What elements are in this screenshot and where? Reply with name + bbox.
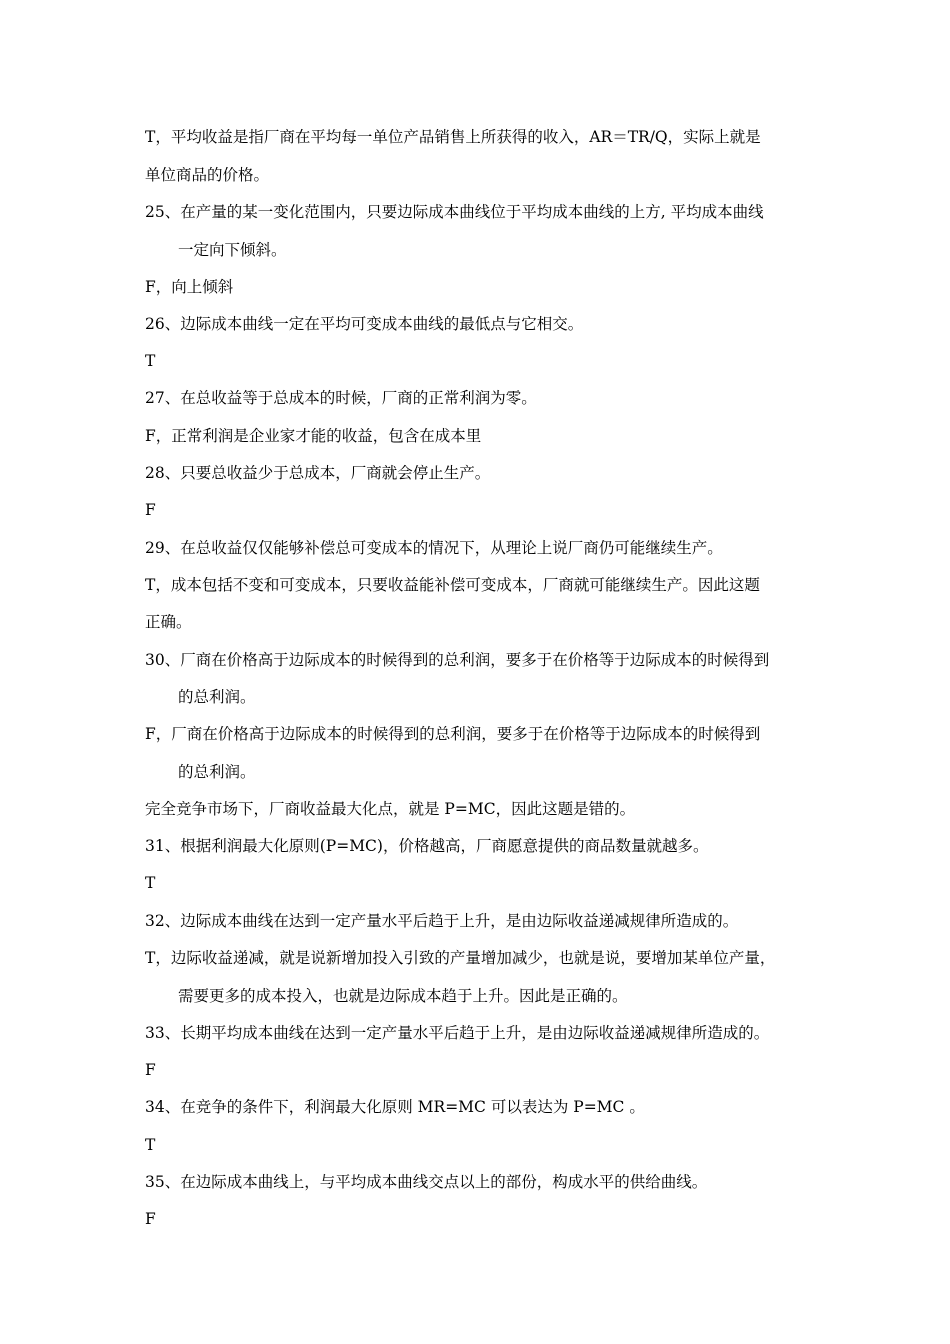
answer-26: T bbox=[145, 352, 156, 370]
answer-29-line-1: T，成本包括不变和可变成本，只要收益能补偿可变成本，厂商就可能继续生产。因此这题 bbox=[145, 576, 760, 594]
question-28: 28、只要总收益少于总成本，厂商就会停止生产。 bbox=[145, 464, 491, 482]
answer-25: F，向上倾斜 bbox=[145, 278, 234, 296]
answer-30-line-2: 的总利润。 bbox=[178, 763, 256, 781]
answer-29-line-2: 正确。 bbox=[145, 613, 192, 631]
question-32: 32、边际成本曲线在达到一定产量水平后趋于上升，是由边际收益递减规律所造成的。 bbox=[145, 912, 739, 930]
answer-34: T bbox=[145, 1136, 156, 1154]
answer-30-line-3: 完全竞争市场下，厂商收益最大化点，就是 P=MC，因此这题是错的。 bbox=[145, 800, 636, 818]
answer-27: F，正常利润是企业家才能的收益，包含在成本里 bbox=[145, 427, 482, 445]
answer-32-line-2: 需要更多的成本投入，也就是边际成本趋于上升。因此是正确的。 bbox=[178, 987, 628, 1005]
question-30-line-1: 30、厂商在价格高于边际成本的时候得到的总利润，要多于在价格等于边际成本的时候得到 bbox=[145, 651, 770, 669]
answer-30-line-1: F，厂商在价格高于边际成本的时候得到的总利润，要多于在价格等于边际成本的时候得到 bbox=[145, 725, 761, 743]
question-25-line-2: 一定向下倾斜。 bbox=[178, 241, 287, 259]
answer-31: T bbox=[145, 874, 156, 892]
answer-24-line-1: T，平均收益是指厂商在平均每一单位产品销售上所获得的收入，AR＝TR/Q，实际上就是 bbox=[145, 128, 761, 146]
answer-28: F bbox=[145, 501, 156, 519]
answer-33: F bbox=[145, 1061, 156, 1079]
answer-35: F bbox=[145, 1210, 156, 1228]
question-26: 26、边际成本曲线一定在平均可变成本曲线的最低点与它相交。 bbox=[145, 315, 584, 333]
question-27: 27、在总收益等于总成本的时候，厂商的正常利润为零。 bbox=[145, 389, 537, 407]
answer-32-line-1: T，边际收益递减，就是说新增加投入引致的产量增加减少，也就是说，要增加某单位产量， bbox=[145, 949, 776, 967]
question-31: 31、根据利润最大化原则(P=MC)，价格越高，厂商愿意提供的商品数量就越多。 bbox=[145, 837, 709, 855]
answer-24-line-2: 单位商品的价格。 bbox=[145, 166, 270, 184]
question-30-line-2: 的总利润。 bbox=[178, 688, 256, 706]
question-33: 33、长期平均成本曲线在达到一定产量水平后趋于上升，是由边际收益递减规律所造成的。 bbox=[145, 1024, 770, 1042]
question-25-line-1: 25、在产量的某一变化范围内，只要边际成本曲线位于平均成本曲线的上方, 平均成本曲线 bbox=[145, 203, 764, 221]
question-34: 34、在竞争的条件下，利润最大化原则 MR=MC 可以表达为 P=MC 。 bbox=[145, 1098, 645, 1116]
question-29: 29、在总收益仅仅能够补偿总可变成本的情况下，从理论上说厂商仍可能继续生产。 bbox=[145, 539, 723, 557]
question-35: 35、在边际成本曲线上，与平均成本曲线交点以上的部份，构成水平的供给曲线。 bbox=[145, 1173, 708, 1191]
